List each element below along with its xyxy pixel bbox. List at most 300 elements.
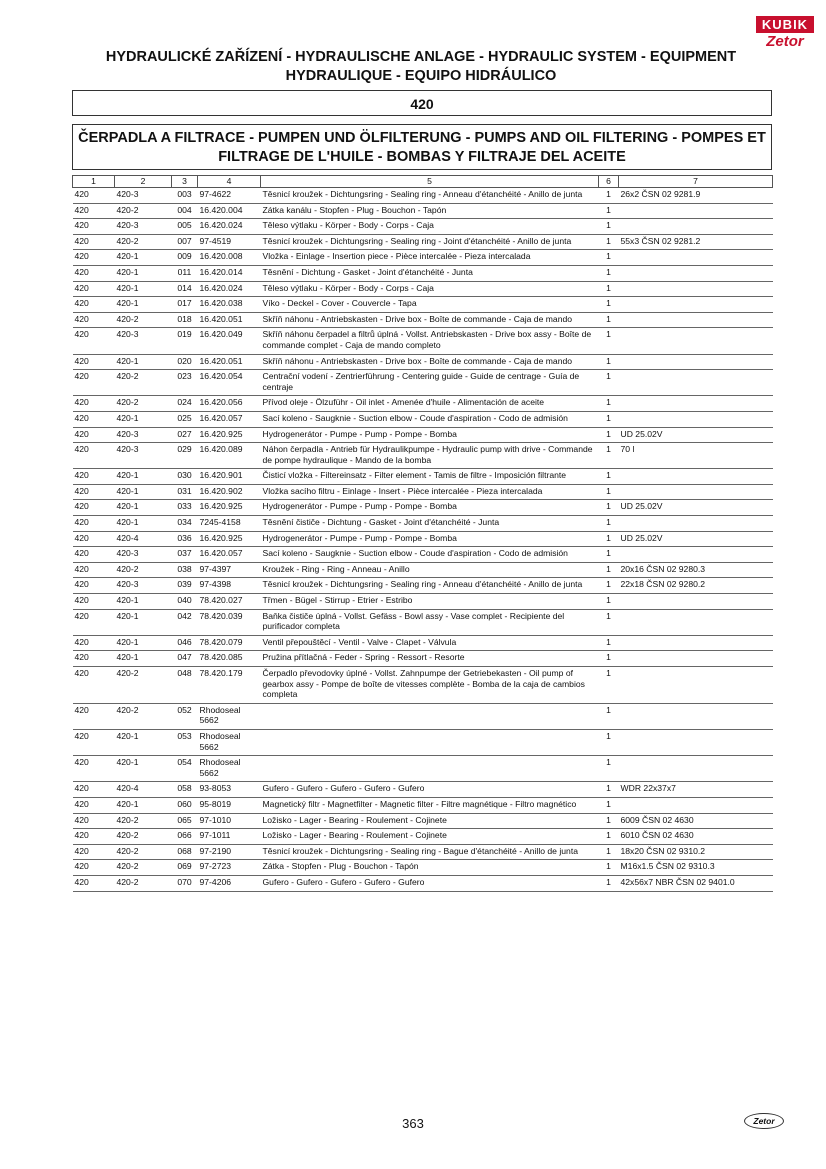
cell-c4: 16.420.057 [198,411,261,427]
cell-c1: 420 [73,469,115,485]
table-row [73,860,773,876]
cell-c6: 1 [599,354,619,370]
table-row [73,578,773,594]
table-row [73,547,773,563]
cell-c6: 1 [599,250,619,266]
cell-c7 [619,203,773,219]
table-row [73,651,773,667]
cell-c5: Skříň náhonu - Antriebskasten - Drive box - Boîte de commande - Caja de mando [261,354,599,370]
table-row [73,265,773,281]
cell-c3: 065 [172,813,198,829]
cell-c4: 16.420.054 [198,370,261,396]
cell-c3: 037 [172,547,198,563]
column-header: 5 [261,176,599,188]
cell-c5: Pružina přítlačná - Feder - Spring - Ressort - Resorte [261,651,599,667]
cell-c3: 053 [172,729,198,755]
cell-c4: 97-4398 [198,578,261,594]
table-row [73,500,773,516]
cell-c2: 420-3 [115,219,172,235]
cell-c6: 1 [599,756,619,782]
cell-c7: UD 25.02V [619,427,773,443]
cell-c2: 420-1 [115,354,172,370]
cell-c6: 1 [599,234,619,250]
cell-c7 [619,756,773,782]
cell-c5: Čerpadlo převodovky úplné - Vollst. Zahnpumpe der Getriebekasten - Oil pump of gearbox assy - Pompe de boîte de vitesses complète - Bomba de la caja de cambios completa [261,667,599,704]
cell-c1: 420 [73,354,115,370]
cell-c1: 420 [73,667,115,704]
parts-table-body [73,188,773,892]
cell-c1: 420 [73,756,115,782]
cell-c2: 420-2 [115,234,172,250]
cell-c4: 16.420.051 [198,354,261,370]
cell-c4: 97-4206 [198,875,261,891]
column-header: 1 [73,176,115,188]
cell-c2: 420-1 [115,297,172,313]
cell-c3: 058 [172,782,198,798]
cell-c4: 16.420.038 [198,297,261,313]
cell-c2: 420-1 [115,500,172,516]
cell-c2: 420-1 [115,651,172,667]
table-row [73,531,773,547]
cell-c4: 93-8053 [198,782,261,798]
cell-c3: 033 [172,500,198,516]
cell-c4: Rhodoseal 5662 [198,756,261,782]
cell-c6: 1 [599,635,619,651]
cell-c3: 069 [172,860,198,876]
cell-c4: 97-2190 [198,844,261,860]
cell-c7 [619,516,773,532]
cell-c4: 16.420.902 [198,484,261,500]
cell-c3: 038 [172,562,198,578]
cell-c2: 420-2 [115,813,172,829]
cell-c3: 003 [172,188,198,204]
cell-c6: 1 [599,188,619,204]
cell-c5: Kroužek - Ring - Ring - Anneau - Anillo [261,562,599,578]
cell-c6: 1 [599,860,619,876]
cell-c6: 1 [599,844,619,860]
cell-c7: 55x3 ČSN 02 9281.2 [619,234,773,250]
cell-c1: 420 [73,234,115,250]
cell-c4: 97-4622 [198,188,261,204]
cell-c5: Třmen - Bügel - Stirrup - Etrier - Estribo [261,594,599,610]
cell-c3: 025 [172,411,198,427]
cell-c7 [619,396,773,412]
cell-c4: 16.420.024 [198,219,261,235]
cell-c3: 030 [172,469,198,485]
cell-c7 [619,328,773,354]
cell-c3: 004 [172,203,198,219]
table-row [73,484,773,500]
table-row [73,875,773,891]
cell-c4: 16.420.008 [198,250,261,266]
cell-c7 [619,797,773,813]
cell-c6: 1 [599,500,619,516]
cell-c5: Gufero - Gufero - Gufero - Gufero - Gufero [261,782,599,798]
cell-c1: 420 [73,312,115,328]
cell-c4: 78.420.079 [198,635,261,651]
table-row [73,234,773,250]
cell-c7 [619,667,773,704]
title-line-2: HYDRAULIQUE - EQUIPO HIDRÁULICO [285,68,557,84]
cell-c6: 1 [599,484,619,500]
section-title [72,124,772,170]
cell-c1: 420 [73,635,115,651]
cell-c7 [619,609,773,635]
table-row [73,703,773,729]
column-header: 4 [198,176,261,188]
group-number: 420 [72,90,772,116]
cell-c7: 6009 ČSN 02 4630 [619,813,773,829]
cell-c3: 023 [172,370,198,396]
cell-c4: 97-2723 [198,860,261,876]
cell-c2: 420-2 [115,203,172,219]
cell-c2: 420-1 [115,594,172,610]
cell-c1: 420 [73,328,115,354]
cell-c6: 1 [599,829,619,845]
cell-c2: 420-4 [115,782,172,798]
cell-c5 [261,756,599,782]
cell-c5: Náhon čerpadla - Antrieb für Hydraulikpumpe - Hydraulic pump with drive - Commande de pompe hydraulique - Mando de la bomba [261,443,599,469]
cell-c6: 1 [599,782,619,798]
cell-c6: 1 [599,667,619,704]
cell-c4: 16.420.004 [198,203,261,219]
cell-c2: 420-2 [115,829,172,845]
cell-c6: 1 [599,328,619,354]
cell-c1: 420 [73,396,115,412]
cell-c4: 16.420.049 [198,328,261,354]
cell-c7 [619,250,773,266]
cell-c4: 97-4519 [198,234,261,250]
cell-c2: 420-2 [115,396,172,412]
cell-c1: 420 [73,443,115,469]
cell-c7: 20x16 ČSN 02 9280.3 [619,562,773,578]
cell-c6: 1 [599,297,619,313]
cell-c7 [619,411,773,427]
cell-c5: Sací koleno - Saugknie - Suction elbow - Coude d'aspiration - Codo de admisión [261,547,599,563]
cell-c2: 420-2 [115,370,172,396]
cell-c1: 420 [73,729,115,755]
cell-c3: 029 [172,443,198,469]
cell-c1: 420 [73,188,115,204]
logo-kubik-text: KUBIK [756,16,814,33]
cell-c3: 039 [172,578,198,594]
cell-c1: 420 [73,370,115,396]
cell-c5: Těsnění - Dichtung - Gasket - Joint d'étanchéité - Junta [261,265,599,281]
cell-c1: 420 [73,484,115,500]
cell-c2: 420-2 [115,562,172,578]
cell-c4: 95-8019 [198,797,261,813]
cell-c7: UD 25.02V [619,531,773,547]
cell-c4: 97-1011 [198,829,261,845]
cell-c2: 420-1 [115,729,172,755]
cell-c6: 1 [599,396,619,412]
cell-c2: 420-2 [115,667,172,704]
cell-c6: 1 [599,797,619,813]
cell-c2: 420-1 [115,635,172,651]
section-line-2: FILTRAGE DE L'HUILE - BOMBAS Y FILTRAJE DEL ACEITE [218,149,626,165]
page-title [80,48,762,86]
cell-c5: Těsnicí kroužek - Dichtungsring - Sealing ring - Joint d'étanchéité - Anillo de junta [261,234,599,250]
cell-c3: 024 [172,396,198,412]
cell-c5: Hydrogenerátor - Pumpe - Pump - Pompe - Bomba [261,531,599,547]
cell-c7 [619,594,773,610]
cell-c3: 060 [172,797,198,813]
cell-c4: 97-1010 [198,813,261,829]
column-header: 7 [619,176,773,188]
cell-c6: 1 [599,370,619,396]
cell-c2: 420-2 [115,312,172,328]
cell-c4: 78.420.179 [198,667,261,704]
cell-c5: Těsnicí kroužek - Dichtungsring - Sealing ring - Bague d'étanchéité - Anillo de junta [261,844,599,860]
cell-c7 [619,354,773,370]
cell-c4: 78.420.027 [198,594,261,610]
table-row [73,635,773,651]
cell-c3: 036 [172,531,198,547]
cell-c7: 70 l [619,443,773,469]
cell-c2: 420-2 [115,860,172,876]
table-row [73,594,773,610]
table-row [73,797,773,813]
cell-c6: 1 [599,265,619,281]
cell-c5: Vložka - Einlage - Insertion piece - Pièce intercalée - Pieza intercalada [261,250,599,266]
cell-c4: 16.420.925 [198,531,261,547]
cell-c5: Těsnicí kroužek - Dichtungsring - Sealing ring - Anneau d'étanchéité - Anillo de junta [261,578,599,594]
cell-c4: 16.420.056 [198,396,261,412]
cell-c6: 1 [599,547,619,563]
cell-c2: 420-1 [115,281,172,297]
table-row [73,354,773,370]
table-row [73,203,773,219]
cell-c1: 420 [73,411,115,427]
cell-c5: Těleso výtlaku - Körper - Body - Corps - Caja [261,281,599,297]
cell-c5 [261,703,599,729]
table-row [73,297,773,313]
cell-c2: 420-2 [115,844,172,860]
cell-c5: Baňka čističe úplná - Vollst. Gefäss - Bowl assy - Vase complet - Recipiente del purificador completa [261,609,599,635]
parts-table [72,175,773,892]
table-row [73,844,773,860]
cell-c7: 18x20 ČSN 02 9310.2 [619,844,773,860]
cell-c5: Víko - Deckel - Cover - Couvercle - Tapa [261,297,599,313]
cell-c3: 040 [172,594,198,610]
cell-c7 [619,547,773,563]
cell-c1: 420 [73,609,115,635]
cell-c6: 1 [599,578,619,594]
cell-c5: Přívod oleje - Ölzuführ - Oil inlet - Amenée d'huile - Alimentación de aceite [261,396,599,412]
cell-c3: 068 [172,844,198,860]
cell-c6: 1 [599,427,619,443]
cell-c4: 16.420.925 [198,500,261,516]
cell-c6: 1 [599,651,619,667]
cell-c1: 420 [73,594,115,610]
cell-c6: 1 [599,312,619,328]
cell-c1: 420 [73,562,115,578]
cell-c7 [619,265,773,281]
cell-c3: 046 [172,635,198,651]
table-row [73,609,773,635]
column-header: 3 [172,176,198,188]
cell-c3: 066 [172,829,198,845]
cell-c5: Ložisko - Lager - Bearing - Roulement - Cojinete [261,829,599,845]
cell-c4: 16.420.901 [198,469,261,485]
cell-c6: 1 [599,516,619,532]
cell-c1: 420 [73,875,115,891]
cell-c1: 420 [73,297,115,313]
table-row [73,370,773,396]
cell-c5: Těsnění čističe - Dichtung - Gasket - Joint d'étanchéité - Junta [261,516,599,532]
table-row [73,469,773,485]
cell-c2: 420-2 [115,703,172,729]
table-row [73,427,773,443]
cell-c6: 1 [599,219,619,235]
cell-c7 [619,297,773,313]
cell-c1: 420 [73,703,115,729]
cell-c3: 017 [172,297,198,313]
cell-c1: 420 [73,203,115,219]
cell-c1: 420 [73,265,115,281]
cell-c7: 22x18 ČSN 02 9280.2 [619,578,773,594]
cell-c7: UD 25.02V [619,500,773,516]
cell-c5: Sací koleno - Saugknie - Suction elbow - Coude d'aspiration - Codo de admisión [261,411,599,427]
cell-c3: 005 [172,219,198,235]
cell-c3: 019 [172,328,198,354]
cell-c5: Centrační vodení - Zentrierführung - Centering guide - Guide de centrage - Guía de centraje [261,370,599,396]
cell-c4: 97-4397 [198,562,261,578]
cell-c5: Hydrogenerátor - Pumpe - Pump - Pompe - Bomba [261,427,599,443]
cell-c5: Skříň náhonu čerpadel a filtrů úplná - Vollst. Antriebskasten - Drive box assy - Boîte de commande complet - Caja de mando completo [261,328,599,354]
cell-c7: WDR 22x37x7 [619,782,773,798]
cell-c6: 1 [599,813,619,829]
cell-c3: 054 [172,756,198,782]
cell-c7: 26x2 ČSN 02 9281.9 [619,188,773,204]
cell-c6: 1 [599,281,619,297]
cell-c5: Hydrogenerátor - Pumpe - Pump - Pompe - Bomba [261,500,599,516]
cell-c5: Magnetický filtr - Magnetfilter - Magnetic filter - Filtre magnétique - Filtro magnético [261,797,599,813]
section-line-1: ČERPADLA A FILTRACE - PUMPEN UND ÖLFILTERUNG - PUMPS AND OIL FILTERING - POMPES ET [78,130,766,146]
cell-c3: 020 [172,354,198,370]
cell-c5: Vložka sacího filtru - Einlage - Insert - Pièce intercalée - Pieza intercalada [261,484,599,500]
cell-c3: 027 [172,427,198,443]
table-row [73,443,773,469]
cell-c2: 420-1 [115,756,172,782]
page-number: 363 [402,1116,424,1131]
cell-c2: 420-1 [115,797,172,813]
cell-c5: Těleso výtlaku - Körper - Body - Corps - Caja [261,219,599,235]
cell-c1: 420 [73,829,115,845]
cell-c6: 1 [599,703,619,729]
cell-c3: 011 [172,265,198,281]
cell-c6: 1 [599,531,619,547]
cell-c4: 16.420.051 [198,312,261,328]
cell-c4: Rhodoseal 5662 [198,703,261,729]
cell-c7 [619,312,773,328]
table-row [73,219,773,235]
cell-c2: 420-3 [115,328,172,354]
cell-c6: 1 [599,562,619,578]
column-header: 2 [115,176,172,188]
cell-c2: 420-1 [115,516,172,532]
cell-c4: 16.420.089 [198,443,261,469]
cell-c5 [261,729,599,755]
cell-c3: 042 [172,609,198,635]
cell-c2: 420-3 [115,443,172,469]
cell-c4: 16.420.057 [198,547,261,563]
cell-c7 [619,651,773,667]
cell-c3: 070 [172,875,198,891]
cell-c1: 420 [73,281,115,297]
cell-c3: 009 [172,250,198,266]
cell-c4: 78.420.039 [198,609,261,635]
cell-c7 [619,281,773,297]
cell-c6: 1 [599,443,619,469]
cell-c3: 018 [172,312,198,328]
cell-c5: Zátka kanálu - Stopfen - Plug - Bouchon - Tapón [261,203,599,219]
cell-c7: M16x1.5 ČSN 02 9310.3 [619,860,773,876]
table-row [73,328,773,354]
cell-c7 [619,703,773,729]
cell-c2: 420-3 [115,547,172,563]
table-row [73,562,773,578]
cell-c5: Gufero - Gufero - Gufero - Gufero - Gufero [261,875,599,891]
table-row [73,281,773,297]
cell-c3: 034 [172,516,198,532]
cell-c5: Ložisko - Lager - Bearing - Roulement - Cojinete [261,813,599,829]
cell-c3: 014 [172,281,198,297]
cell-c4: Rhodoseal 5662 [198,729,261,755]
cell-c6: 1 [599,609,619,635]
cell-c1: 420 [73,427,115,443]
cell-c7 [619,729,773,755]
cell-c6: 1 [599,469,619,485]
cell-c3: 031 [172,484,198,500]
cell-c7 [619,484,773,500]
cell-c5: Zátka - Stopfen - Plug - Bouchon - Tapón [261,860,599,876]
cell-c3: 052 [172,703,198,729]
cell-c1: 420 [73,219,115,235]
cell-c2: 420-4 [115,531,172,547]
cell-c2: 420-1 [115,609,172,635]
cell-c1: 420 [73,651,115,667]
cell-c6: 1 [599,729,619,755]
cell-c2: 420-1 [115,469,172,485]
cell-c4: 7245-4158 [198,516,261,532]
cell-c1: 420 [73,547,115,563]
column-header: 6 [599,176,619,188]
table-row [73,516,773,532]
cell-c2: 420-3 [115,578,172,594]
cell-c6: 1 [599,203,619,219]
cell-c2: 420-1 [115,411,172,427]
cell-c2: 420-3 [115,188,172,204]
cell-c2: 420-1 [115,265,172,281]
cell-c4: 16.420.925 [198,427,261,443]
cell-c1: 420 [73,782,115,798]
kubik-zetor-logo [756,16,814,50]
cell-c7 [619,219,773,235]
cell-c3: 048 [172,667,198,704]
cell-c1: 420 [73,844,115,860]
cell-c1: 420 [73,531,115,547]
cell-c1: 420 [73,250,115,266]
table-row [73,782,773,798]
table-row [73,250,773,266]
cell-c7: 42x56x7 NBR ČSN 02 9401.0 [619,875,773,891]
cell-c5: Skříň náhonu - Antriebskasten - Drive box - Boîte de commande - Caja de mando [261,312,599,328]
cell-c1: 420 [73,860,115,876]
cell-c2: 420-1 [115,484,172,500]
cell-c5: Čisticí vložka - Filtereinsatz - Filter element - Tamis de filtre - Imposición filtrante [261,469,599,485]
table-row [73,813,773,829]
